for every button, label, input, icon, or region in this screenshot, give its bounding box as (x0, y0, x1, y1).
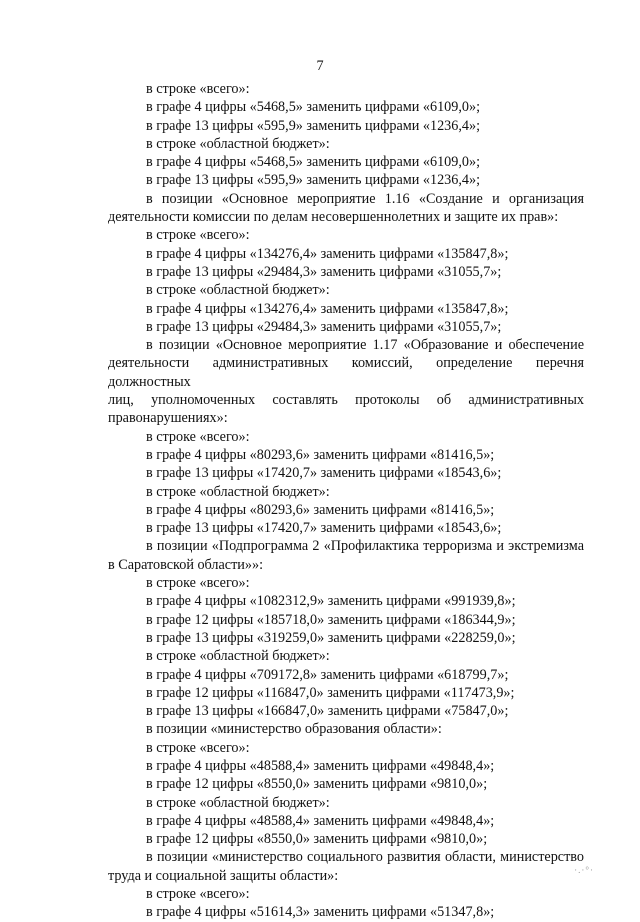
text-line: в строке «всего»: (146, 428, 250, 445)
text-line: в графе 4 цифры «5468,5» заменить цифрами «6109,0»; (146, 99, 481, 116)
text-line: в графе 13 цифры «29484,3» заменить цифрами «31055,7»; (146, 263, 502, 280)
document-body (108, 80, 584, 922)
text-line: в строке «всего»: (146, 575, 250, 592)
text-line: в графе 12 цифры «185718,0» заменить цифрами «186344,9»; (146, 611, 516, 628)
text-line: в строке «всего»: (146, 886, 250, 903)
text-line: в графе 13 цифры «166847,0» заменить цифрами «75847,0»; (146, 703, 509, 720)
text-line: деятельности административных комиссий, определение перечня должностных (108, 355, 584, 390)
text-line: в графе 12 цифры «8550,0» заменить цифрами «9810,0»; (146, 776, 488, 793)
text-line: в графе 13 цифры «17420,7» заменить цифрами «18543,6»; (146, 465, 502, 482)
text-line: в графе 4 цифры «1082312,9» заменить цифрами «991939,8»; (146, 593, 516, 610)
text-line: в графе 4 цифры «48588,4» заменить цифрами «49848,4»; (146, 812, 495, 829)
text-line: в строке «областной бюджет»: (146, 282, 330, 299)
text-line: в графе 4 цифры «80293,6» заменить цифрами «81416,5»; (146, 446, 495, 463)
text-line: в графе 4 цифры «134276,4» заменить цифрами «135847,8»; (146, 300, 509, 317)
text-line: в графе 13 цифры «595,9» заменить цифрами «1236,4»; (146, 117, 481, 134)
text-line: в графе 13 цифры «17420,7» заменить цифрами «18543,6»; (146, 520, 502, 537)
text-line: в графе 13 цифры «595,9» заменить цифрами «1236,4»; (146, 172, 481, 189)
text-line: в графе 4 цифры «48588,4» заменить цифрами «49848,4»; (146, 757, 495, 774)
text-line: в строке «областной бюджет»: (146, 648, 330, 665)
text-line: в графе 4 цифры «134276,4» заменить цифрами «135847,8»; (146, 245, 509, 262)
text-line: в позиции «министерство социального развития области, министерство (146, 849, 584, 866)
text-line: труда и социальной защиты области»: (108, 867, 339, 884)
text-line: в графе 13 цифры «29484,3» заменить цифрами «31055,7»; (146, 318, 502, 335)
text-line: в позиции «Основное мероприятие 1.17 «Образование и обеспечение (146, 337, 584, 354)
text-line: в графе 13 цифры «319259,0» заменить цифрами «228259,0»; (146, 629, 516, 646)
scan-artifact: ·.·°· (574, 864, 594, 875)
text-line: правонарушениях»: (108, 410, 228, 427)
text-line: в графе 4 цифры «51614,3» заменить цифрами «51347,8»; (146, 904, 495, 921)
text-line: в строке «областной бюджет»: (146, 483, 330, 500)
text-line: в строке «всего»: (146, 739, 250, 756)
text-line: в графе 4 цифры «5468,5» заменить цифрами «6109,0»; (146, 154, 481, 171)
text-line: в графе 12 цифры «8550,0» заменить цифрами «9810,0»; (146, 831, 488, 848)
text-line: в графе 4 цифры «80293,6» заменить цифрами «81416,5»; (146, 501, 495, 518)
text-line: в строке «всего»: (146, 81, 250, 97)
text-line: в строке «областной бюджет»: (146, 794, 330, 811)
text-line: лиц, уполномоченных составлять протоколы об административных (108, 392, 584, 409)
page-number: 7 (316, 58, 324, 74)
text-line: в позиции «Основное мероприятие 1.16 «Создание и организация (146, 190, 584, 207)
text-line: в строке «областной бюджет»: (146, 135, 330, 152)
text-line: в графе 12 цифры «116847,0» заменить цифрами «117473,9»; (146, 684, 515, 701)
text-line: в строке «всего»: (146, 227, 250, 244)
text-line: в Саратовской области»»: (108, 556, 264, 573)
text-line: деятельности комиссии по делам несовершеннолетних и защите их прав»: (108, 209, 559, 226)
text-line: в позиции «министерство образования области»: (146, 721, 442, 738)
text-line: в позиции «Подпрограмма 2 «Профилактика терроризма и экстремизма (146, 538, 584, 555)
text-line: в графе 4 цифры «709172,8» заменить цифрами «618799,7»; (146, 666, 509, 683)
